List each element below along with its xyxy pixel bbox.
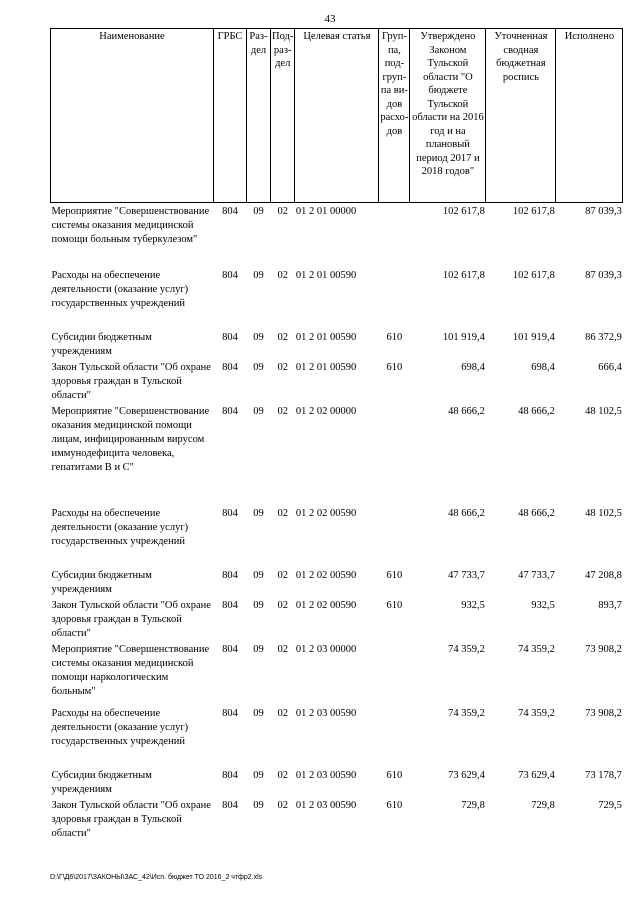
row-executed: 48 102,5	[585, 508, 622, 519]
row-group	[379, 641, 410, 705]
row-podrazdel: 02	[277, 644, 288, 655]
row-grbs: 804	[222, 508, 238, 519]
row-grbs: 804	[222, 600, 238, 611]
row-group	[379, 505, 410, 567]
row-refined: 101 919,4	[512, 332, 555, 343]
row-grbs: 804	[222, 770, 238, 781]
row-grbs: 804	[222, 800, 238, 811]
row-podrazdel: 02	[277, 206, 288, 217]
row-name: Субсидии бюджетным учреждениям	[51, 570, 152, 595]
row-podrazdel: 02	[277, 800, 288, 811]
header-refined: Уточненная сводная бюджетная роспись	[486, 29, 556, 203]
row-group: 610	[386, 770, 403, 781]
row-group	[379, 705, 410, 767]
table-row	[51, 641, 623, 705]
row-podrazdel: 02	[277, 708, 288, 719]
row-podrazdel: 02	[277, 270, 288, 281]
row-name: Закон Тульской области "Об охране здоровья граждан в Тульской области"	[51, 800, 211, 839]
row-target: 01 2 02 00590	[295, 570, 357, 581]
table-row	[51, 767, 623, 797]
table-row	[51, 597, 623, 641]
row-executed: 87 039,3	[585, 206, 622, 217]
row-grbs: 804	[222, 332, 238, 343]
row-approved: 48 666,2	[448, 508, 485, 519]
row-approved: 932,5	[461, 600, 485, 611]
row-razdel: 09	[253, 270, 264, 281]
row-executed: 73 908,2	[585, 644, 622, 655]
row-razdel: 09	[253, 570, 264, 581]
table-row	[51, 705, 623, 767]
row-target: 01 2 01 00590	[295, 332, 357, 343]
row-podrazdel: 02	[277, 332, 288, 343]
row-group: 610	[386, 570, 403, 581]
row-razdel: 09	[253, 770, 264, 781]
row-podrazdel: 02	[277, 362, 288, 373]
row-group	[379, 403, 410, 505]
row-group: 610	[386, 800, 403, 811]
row-refined: 48 666,2	[518, 508, 555, 519]
row-refined: 74 359,2	[518, 708, 555, 719]
row-target: 01 2 01 00590	[295, 270, 357, 281]
row-group: 610	[386, 600, 403, 611]
header-podrazdel: Под-раз-дел	[271, 29, 295, 203]
table-row	[51, 567, 623, 597]
row-approved: 48 666,2	[448, 406, 485, 417]
row-razdel: 09	[253, 206, 264, 217]
row-refined: 48 666,2	[518, 406, 555, 417]
table-row	[51, 403, 623, 505]
header-target-article: Целевая статья	[295, 29, 379, 203]
row-refined: 102 617,8	[512, 270, 555, 281]
row-approved: 101 919,4	[442, 332, 485, 343]
row-executed: 729,5	[598, 800, 622, 811]
row-name: Расходы на обеспечение деятельности (оказание услуг) государственных учреждений	[51, 708, 189, 747]
row-refined: 932,5	[531, 600, 555, 611]
header-executed: Исполнено	[556, 29, 623, 203]
row-executed: 666,4	[598, 362, 622, 373]
row-grbs: 804	[222, 644, 238, 655]
row-approved: 74 359,2	[448, 708, 485, 719]
row-grbs: 804	[222, 406, 238, 417]
row-target: 01 2 03 00000	[295, 644, 357, 655]
row-approved: 698,4	[461, 362, 485, 373]
row-razdel: 09	[253, 644, 264, 655]
row-target: 01 2 01 00000	[295, 206, 357, 217]
row-grbs: 804	[222, 206, 238, 217]
row-grbs: 804	[222, 270, 238, 281]
row-group	[379, 203, 410, 268]
row-target: 01 2 03 00590	[295, 708, 357, 719]
table-header	[51, 29, 623, 203]
row-refined: 698,4	[531, 362, 555, 373]
row-razdel: 09	[253, 362, 264, 373]
row-executed: 48 102,5	[585, 406, 622, 417]
header-grbs: ГРБС	[214, 29, 247, 203]
row-target: 01 2 03 00590	[295, 800, 357, 811]
row-razdel: 09	[253, 708, 264, 719]
header-approved: Утверждено Законом Тульской области "О бюджете Тульской области на 2016 год и на плановый период 2017 и 2018 годов"	[410, 29, 486, 203]
row-executed: 87 039,3	[585, 270, 622, 281]
row-name: Расходы на обеспечение деятельности (оказание услуг) государственных учреждений	[51, 270, 189, 309]
row-podrazdel: 02	[277, 508, 288, 519]
row-refined: 47 733,7	[518, 570, 555, 581]
row-approved: 102 617,8	[442, 270, 485, 281]
row-approved: 73 629,4	[448, 770, 485, 781]
row-group: 610	[386, 362, 403, 373]
row-razdel: 09	[253, 600, 264, 611]
row-name: Мероприятие "Совершенствование оказания медицинской помощи лицам, инфицированным вирусом иммунодефицита человека, гепатитами В и С"	[51, 406, 210, 473]
row-name: Закон Тульской области "Об охране здоровья граждан в Тульской области"	[51, 600, 211, 639]
row-name: Мероприятие "Совершенствование системы оказания медицинской помощи больным туберкулезом"	[51, 206, 210, 245]
row-razdel: 09	[253, 508, 264, 519]
row-target: 01 2 02 00590	[295, 508, 357, 519]
row-executed: 47 208,8	[585, 570, 622, 581]
row-podrazdel: 02	[277, 570, 288, 581]
row-podrazdel: 02	[277, 600, 288, 611]
table-row	[51, 267, 623, 329]
row-name: Закон Тульской области "Об охране здоровья граждан в Тульской области"	[51, 362, 211, 401]
row-razdel: 09	[253, 406, 264, 417]
row-executed: 73 908,2	[585, 708, 622, 719]
row-target: 01 2 02 00000	[295, 406, 357, 417]
row-executed: 893,7	[598, 600, 622, 611]
row-name: Мероприятие "Совершенствование системы оказания медицинской помощи наркологическим больным"	[51, 644, 210, 697]
row-target: 01 2 02 00590	[295, 600, 357, 611]
row-refined: 73 629,4	[518, 770, 555, 781]
row-grbs: 804	[222, 708, 238, 719]
row-podrazdel: 02	[277, 406, 288, 417]
row-grbs: 804	[222, 570, 238, 581]
row-group	[379, 267, 410, 329]
row-razdel: 09	[253, 800, 264, 811]
row-target: 01 2 03 00590	[295, 770, 357, 781]
row-refined: 74 359,2	[518, 644, 555, 655]
budget-execution-table	[50, 28, 623, 841]
row-refined: 729,8	[531, 800, 555, 811]
table-row	[51, 797, 623, 841]
page-number: 43	[324, 13, 336, 25]
table-body	[51, 203, 623, 842]
row-podrazdel: 02	[277, 770, 288, 781]
table-row	[51, 203, 623, 268]
row-name: Субсидии бюджетным учреждениям	[51, 770, 152, 795]
row-grbs: 804	[222, 362, 238, 373]
row-approved: 74 359,2	[448, 644, 485, 655]
row-executed: 86 372,9	[585, 332, 622, 343]
header-razdel: Раз-дел	[247, 29, 271, 203]
row-name: Субсидии бюджетным учреждениям	[51, 332, 152, 357]
row-approved: 102 617,8	[442, 206, 485, 217]
header-name: Наименование	[51, 29, 214, 203]
row-executed: 73 178,7	[585, 770, 622, 781]
row-razdel: 09	[253, 332, 264, 343]
file-path-footer: D:\Г\Д6\2017\ЗАКОНЫ\ЗАС_42\Исп. бюджет ТО 2016_2 чтфр2.xls	[50, 874, 263, 881]
row-refined: 102 617,8	[512, 206, 555, 217]
table-row	[51, 505, 623, 567]
header-expense-group: Груп-па, под-груп-па ви-дов расхо-дов	[379, 29, 410, 203]
row-target: 01 2 01 00590	[295, 362, 357, 373]
table-row	[51, 329, 623, 359]
row-group: 610	[386, 332, 403, 343]
row-approved: 729,8	[461, 800, 485, 811]
row-name: Расходы на обеспечение деятельности (оказание услуг) государственных учреждений	[51, 508, 189, 547]
table-row	[51, 359, 623, 403]
row-approved: 47 733,7	[448, 570, 485, 581]
